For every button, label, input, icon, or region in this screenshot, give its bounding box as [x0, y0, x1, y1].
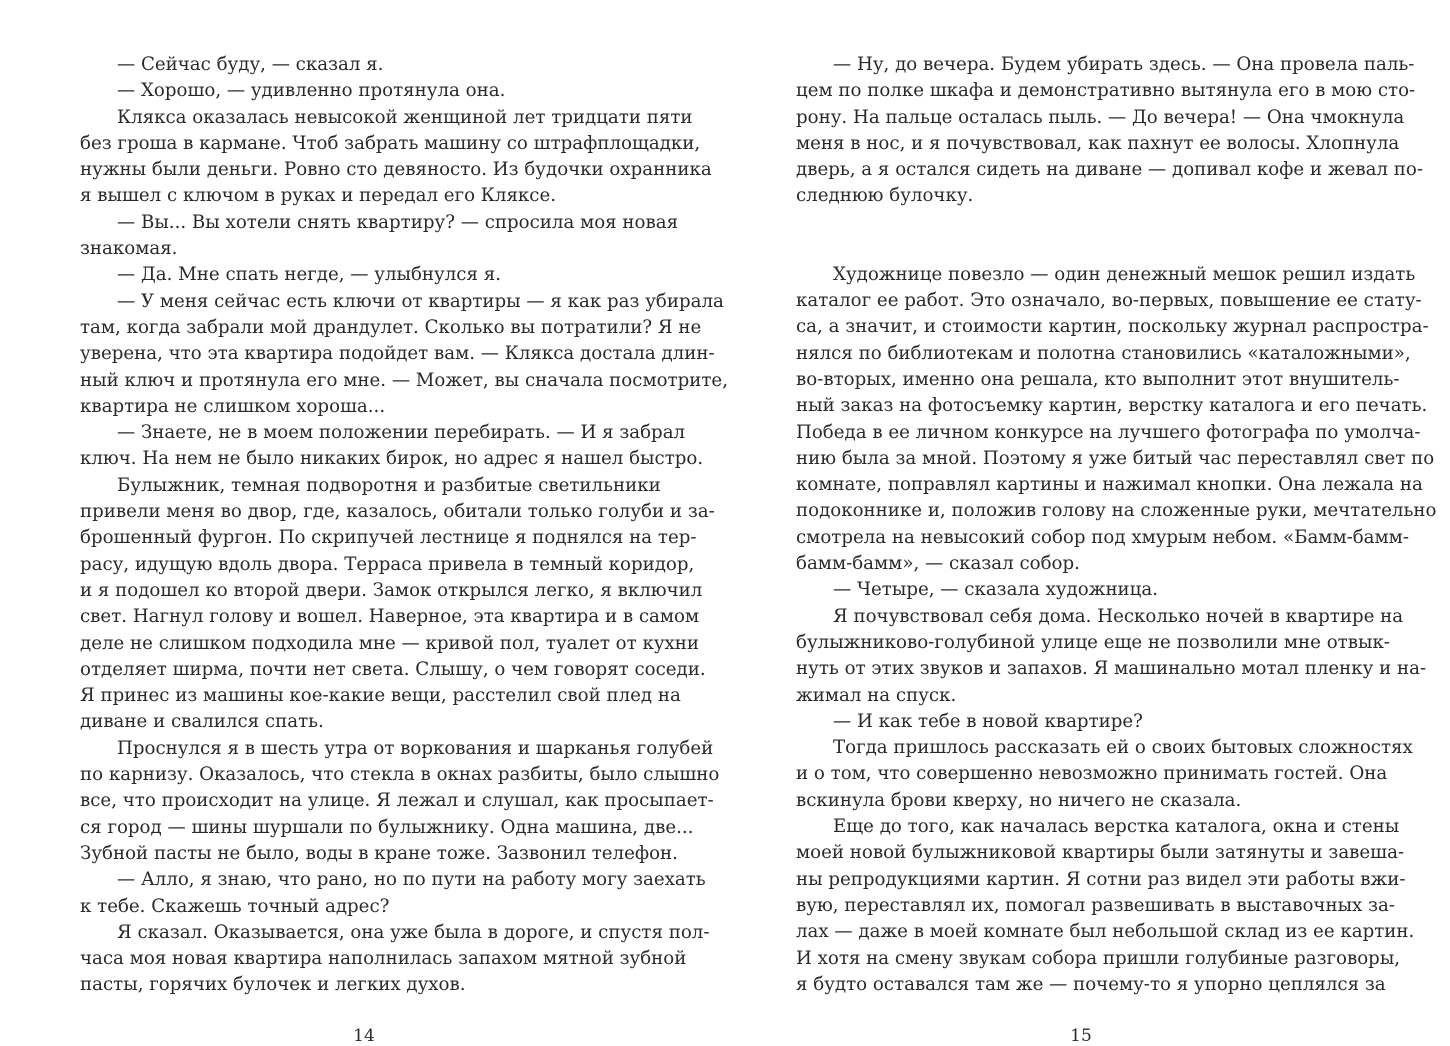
text-line: расу, идущую вдоль двора. Терраса привела в темный коридор,	[80, 553, 695, 575]
text-line: ный ключ и протянула его мне. — Может, вы сначала посмотрите,	[80, 369, 728, 391]
text-line: знакомая.	[80, 238, 178, 260]
text-line: вскинула брови кверху, но ничего не сказала.	[796, 789, 1242, 811]
text-line: Клякса оказалась невысокой женщиной лет тридцати пяти	[117, 106, 693, 128]
text-line: лах — даже в моей комнате был небольшой склад из ее картин.	[796, 921, 1415, 943]
text-line: — Алло, я знаю, что рано, но по пути на работу могу заехать	[117, 869, 706, 891]
text-line: и я подошел ко второй двери. Замок открылся легко, я включил	[80, 579, 703, 601]
text-line: часа моя новая квартира наполнилась запахом мятной зубной	[80, 948, 687, 970]
text-line: следнюю булочку.	[796, 185, 974, 207]
text-line: деле не слишком подходила мне — кривой пол, туалет от кухни	[80, 632, 700, 654]
text-line: Я принес из машины кое-какие вещи, расстелил свой плед на	[80, 685, 681, 707]
text-line: Проснулся я в шесть утра от воркования и шарканья голубей	[117, 737, 714, 759]
text-line: Еще до того, как началась верстка каталога, окна и стены	[833, 816, 1400, 838]
text-line: моей новой булыжниковой квартиры были затянуты и завеша-	[796, 842, 1405, 864]
text-line: комнате, поправлял картины и нажимал кнопки. Она лежала на	[796, 474, 1423, 496]
text-line: пасты, горячих булочек и легких духов.	[80, 974, 466, 996]
text-line: Зубной пасты не было, воды в кране тоже. Зазвонил телефон.	[80, 842, 678, 864]
text-line: нужны были деньги. Ровно сто девяносто. Из будочки охранника	[80, 159, 712, 181]
text-line: дверь, а я остался сидеть на диване — допивал кофе и жевал по-	[796, 159, 1423, 181]
text-line: подоконнике и, положив голову на сложенные руки, мечтательно	[796, 500, 1437, 522]
text-line: и о том, что совершенно невозможно принимать гостей. Она	[796, 763, 1388, 785]
right-page-number: 15	[1070, 1026, 1092, 1046]
text-line: ный заказ на фотосъемку картин, верстку каталога и его печать.	[796, 395, 1428, 417]
text-line: ключ. На нем не было никаких бирок, но адрес я нашел быстро.	[80, 448, 704, 470]
text-line: каталог ее работ. Это означало, во-первых, повышение ее стату-	[796, 290, 1422, 312]
text-line: отделяет ширма, почти нет света. Слышу, о чем говорят соседи.	[80, 658, 706, 680]
text-line: булыжниково-голубиной улице еще не позволили мне отвык-	[796, 631, 1390, 653]
text-line: — Вы... Вы хотели снять квартиру? — спросила моя новая	[117, 211, 679, 233]
text-line: ны репродукциями картин. Я сотни раз видел эти работы вжи-	[796, 868, 1406, 890]
text-line: рону. На пальце осталась пыль. — До вечера! — Она чмокнула	[796, 106, 1405, 128]
text-line: брошенный фургон. По скрипучей лестнице я поднялся на тер-	[80, 527, 697, 549]
text-line: — Знаете, не в моем положении перебирать. — И я забрал	[117, 422, 686, 444]
text-line: Булыжник, темная подворотня и разбитые светильники	[117, 474, 661, 496]
text-line: смотрела на невысокий собор под хмурым небом. «Бамм-бамм-	[796, 526, 1409, 548]
text-line: все, что происходит на улице. Я лежал и слушал, как просыпает-	[80, 790, 714, 812]
text-line: нию была за мной. Поэтому я уже битый час переставлял свет по	[796, 447, 1435, 469]
text-line: привели меня во двор, где, казалось, обитали только голуби и за-	[80, 501, 715, 523]
text-line: Тогда пришлось рассказать ей о своих бытовых сложностях	[833, 737, 1413, 759]
text-line: бамм-бамм», — сказал собор.	[796, 553, 1080, 575]
text-line: — И как тебе в новой квартире?	[833, 710, 1143, 732]
text-line: — Четыре, — сказала художница.	[833, 579, 1159, 601]
text-line: са, а значит, и стоимости картин, поскольку журнал распростра-	[796, 316, 1429, 338]
text-line: по карнизу. Оказалось, что стекла в окнах разбиты, было слышно	[80, 764, 720, 786]
text-line: к тебе. Скажешь точный адрес?	[80, 895, 390, 917]
right-page-text	[796, 52, 1437, 998]
text-line: без гроша в кармане. Чтоб забрать машину со штрафплощадки,	[80, 132, 701, 154]
text-line: свет. Нагнул голову и вошел. Наверное, эта квартира и в самом	[80, 606, 700, 628]
text-line: там, когда забрали мой драндулет. Сколько вы потратили? Я не	[80, 316, 702, 338]
text-line: я вышел с ключом в руках и передал его Кляксе.	[80, 185, 557, 207]
text-line: вую, переставлял их, помогал развешивать в выставочных за-	[796, 894, 1395, 916]
text-line: нялся по библиотекам и полотна становились «каталожными»,	[796, 342, 1411, 364]
text-line: во-вторых, именно она решала, кто выполнит этот внушитель-	[796, 368, 1400, 390]
text-line: цем по полке шкафа и демонстративно вытянула его в мою сто-	[796, 80, 1416, 102]
text-line: ся город — шины шуршали по булыжнику. Одна машина, две...	[80, 816, 694, 838]
text-line: Художнице повезло — один денежный мешок решил издать	[833, 263, 1416, 285]
text-line: Победа в ее личном конкурсе на лучшего фотографа по умолча-	[796, 421, 1421, 443]
text-line: — Хорошо, — удивленно протянула она.	[117, 80, 506, 102]
text-line: — Да. Мне спать негде, — улыбнулся я.	[117, 264, 502, 286]
text-line: жимал на спуск.	[796, 684, 957, 706]
text-line: Я сказал. Оказывается, она уже была в дороге, и спустя пол-	[117, 921, 710, 943]
text-line: — У меня сейчас есть ключи от квартиры — я как раз убирала	[117, 290, 724, 312]
text-line: квартира не слишком хороша...	[80, 395, 386, 417]
left-page-text	[80, 52, 728, 999]
left-page-number: 14	[353, 1026, 375, 1046]
text-line: Я почувствовал себя дома. Несколько ночей в квартире на	[833, 605, 1404, 627]
text-line: — Ну, до вечера. Будем убирать здесь. — Она провела паль-	[833, 54, 1415, 75]
text-line: я будто оставался там же — почему-то я упорно цеплялся за	[796, 973, 1386, 995]
section-break	[796, 210, 1371, 262]
text-line: И хотя на смену звукам собора пришли голубиные разговоры,	[796, 947, 1401, 969]
text-line: диване и свалился спать.	[80, 711, 324, 733]
text-line: — Сейчас буду, — сказал я.	[117, 54, 384, 75]
text-line: нуть от этих звуков и запахов. Я машинально мотал пленку и на-	[796, 658, 1427, 680]
text-line: уверена, что эта квартира подойдет вам. — Клякса достала длин-	[80, 343, 715, 365]
text-line: меня в нос, и я почувствовал, как пахнут ее волосы. Хлопнула	[796, 132, 1400, 154]
